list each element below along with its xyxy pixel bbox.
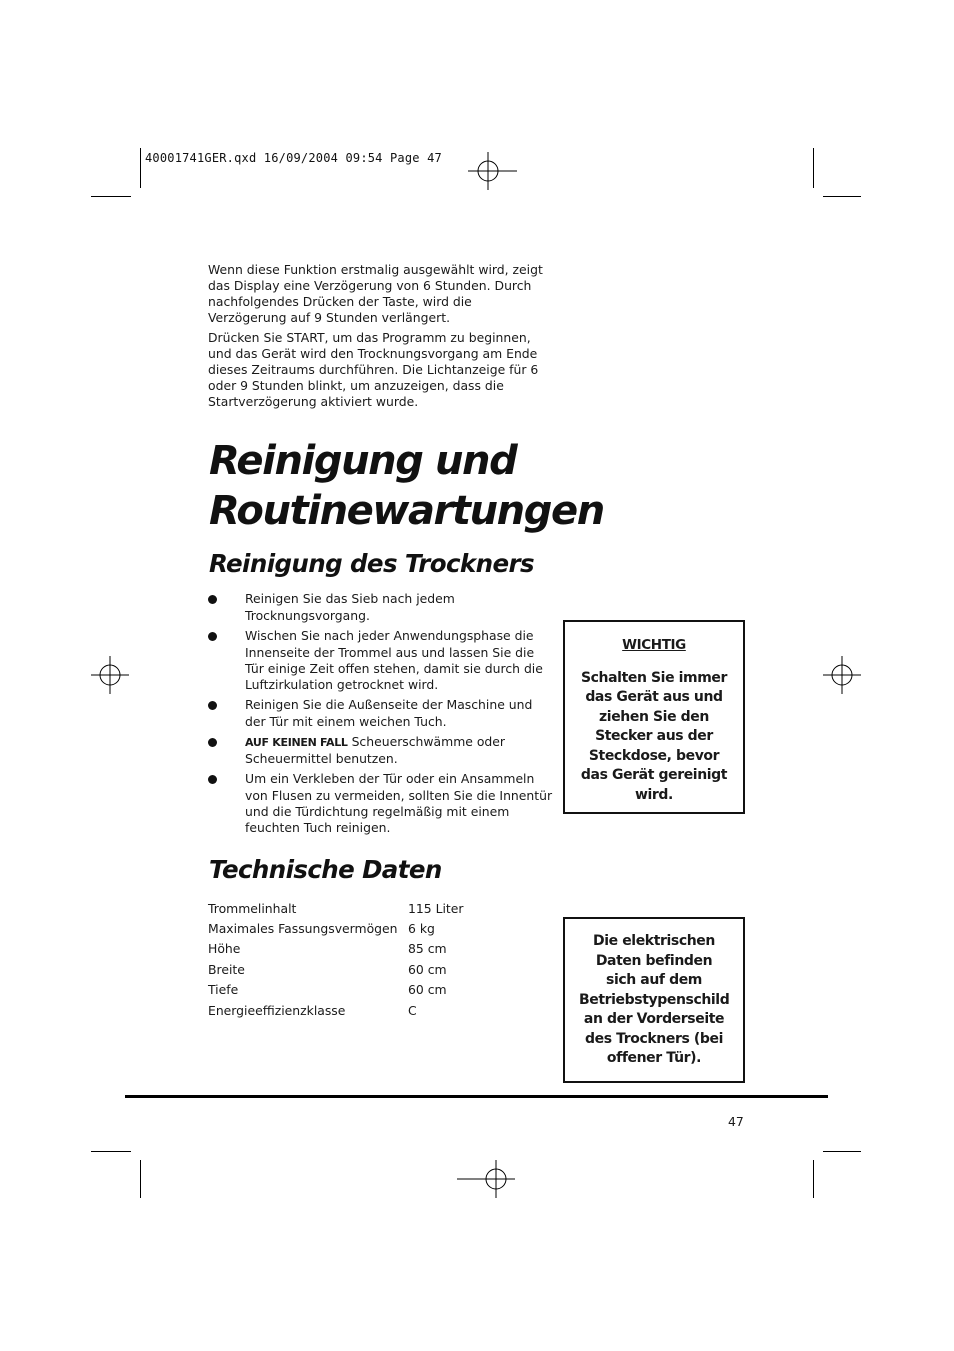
- bullet-text: Wischen Sie nach jeder Anwendungsphase die Innenseite der Trommel aus und lassen Sie die Tür einige Zeit offen stehen, damit sie durch die Luftzirkulation getrocknet wird.: [245, 628, 543, 692]
- bullet-text: Reinigen Sie das Sieb nach jedem Trocknungsvorgang.: [245, 591, 455, 623]
- registration-mark-icon: [457, 152, 517, 190]
- bullet-text: Scheuerschwämme oder Scheuermittel benutzen.: [245, 734, 506, 766]
- info-box: [563, 917, 745, 1083]
- warning-box-text: Schalten Sie immer das Gerät aus und ziehen Sie den Stecker aus der Steckdose, bevor das Gerät gereinigt wird.: [580, 669, 728, 803]
- spec-value: 6 kg: [408, 921, 435, 937]
- bullet-text: Reinigen Sie die Außenseite der Maschine und der Tür mit einem weichen Tuch.: [245, 697, 533, 729]
- crop-mark: [823, 196, 861, 197]
- spec-value: 60 cm: [408, 961, 447, 977]
- printer-slug: 40001741GER.qxd 16/09/2004 09:54 Page 47: [145, 151, 442, 165]
- warning-box: [563, 620, 745, 814]
- page-title-line-2: Routinewartungen: [209, 488, 604, 534]
- table-row: [208, 898, 464, 918]
- bullet-icon: [208, 775, 217, 784]
- table-row: [208, 980, 464, 1000]
- spec-label: Höhe: [208, 941, 241, 957]
- crop-mark: [140, 1160, 141, 1198]
- page-title-line-1: Reinigung und: [209, 438, 517, 484]
- spec-label: Maximales Fassungsvermögen: [208, 921, 398, 937]
- bullet-icon: [208, 701, 217, 710]
- spec-label: Tiefe: [208, 982, 239, 998]
- crop-mark: [813, 1160, 814, 1198]
- list-item: [208, 591, 553, 624]
- cleaning-bullet-list: [208, 591, 553, 840]
- bullet-icon: [208, 738, 217, 747]
- table-row: [208, 1000, 464, 1020]
- table-row: [208, 959, 464, 979]
- crop-mark: [140, 148, 141, 188]
- spec-value: C: [408, 1002, 417, 1018]
- spec-label: Breite: [208, 961, 245, 977]
- bullet-icon: [208, 632, 217, 641]
- spec-value: 85 cm: [408, 941, 447, 957]
- crop-mark: [813, 148, 814, 188]
- spec-label: Energieeffizienzklasse: [208, 1002, 346, 1018]
- intro-paragraph-1: Wenn diese Funktion erstmalig ausgewählt wird, zeigt das Display eine Verzögerung von 6 Stunden. Durch nachfolgendes Drücken der Taste, wird die Verzögerung auf 9 Stunden verlängert.: [208, 262, 543, 325]
- registration-mark-icon: [437, 1160, 515, 1198]
- crop-mark: [91, 1151, 131, 1152]
- list-item: [208, 771, 553, 836]
- section-title-specs: Technische Daten: [209, 855, 442, 884]
- spec-label: Trommelinhalt: [208, 900, 297, 916]
- list-item: [208, 628, 553, 693]
- spec-value: 115 Liter: [408, 900, 464, 916]
- bullet-lead: AUF KEINEN FALL: [245, 736, 348, 749]
- crop-mark: [91, 196, 131, 197]
- bullet-icon: [208, 595, 217, 604]
- info-box-text: Die elektrischen Daten befinden sich auf dem Betriebstypenschild an der Vorderseite des Trockners (bei offener Tür).: [579, 933, 730, 1066]
- list-item: [208, 734, 553, 767]
- spec-table: [208, 898, 464, 1020]
- page-number: 47: [728, 1114, 744, 1129]
- list-item: [208, 697, 553, 730]
- warning-box-title: WICHTIG: [622, 637, 686, 653]
- table-row: [208, 918, 464, 938]
- page-title: [209, 436, 604, 536]
- crop-mark: [823, 1151, 861, 1152]
- spec-value: 60 cm: [408, 982, 447, 998]
- table-row: [208, 939, 464, 959]
- registration-mark-icon: [91, 656, 129, 694]
- bullet-text: Um ein Verkleben der Tür oder ein Ansammeln von Flusen zu vermeiden, sollten Sie die Innentür und die Türdichtung regelmäßig mit einem feuchten Tuch reinigen.: [245, 771, 553, 835]
- intro-paragraph-2: Drücken Sie START, um das Programm zu beginnen, und das Gerät wird den Trocknungsvorgang am Ende dieses Zeitraums durchführen. Die Lichtanzeige für 6 oder 9 Stunden blinkt, um anzuzeigen, dass die Startverzögerung aktiviert wurde.: [208, 330, 539, 409]
- registration-mark-icon: [823, 656, 861, 694]
- section-title-cleaning: Reinigung des Trockners: [209, 549, 534, 578]
- footer-rule: [125, 1095, 828, 1098]
